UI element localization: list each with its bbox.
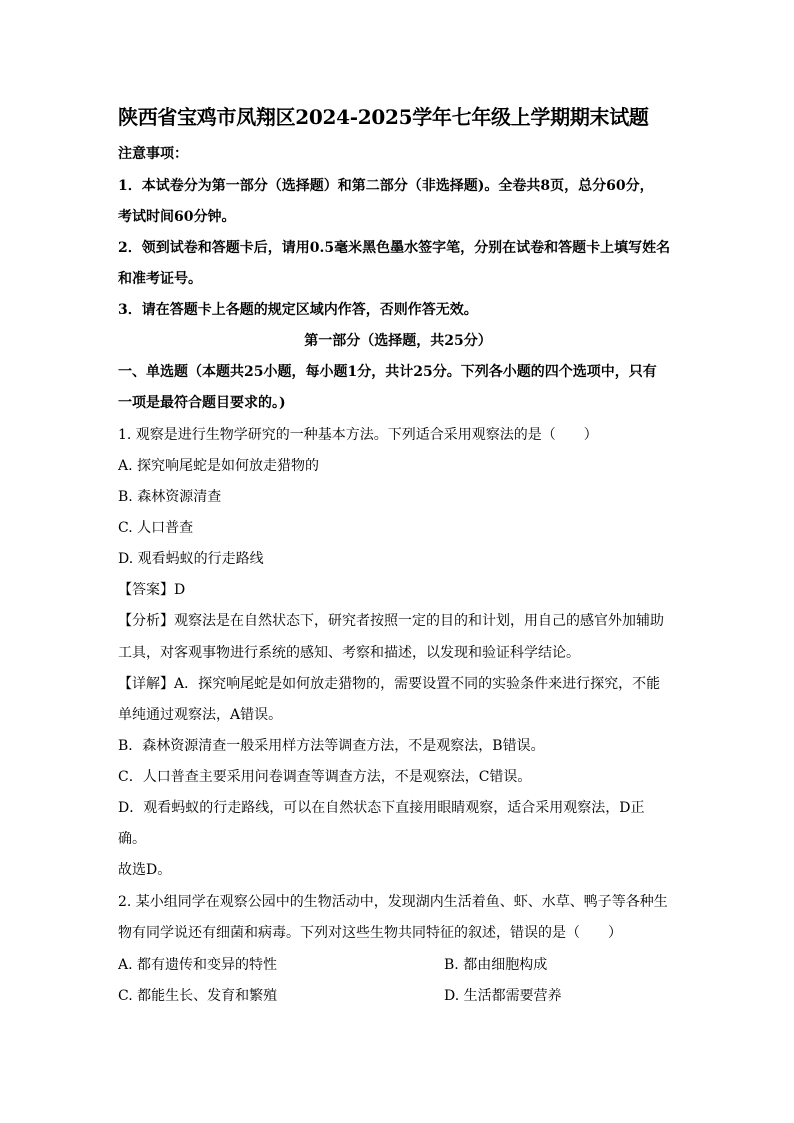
notice-item-1-line-1: 1．本试卷分为第一部分（选择题）和第二部分（非选择题)。全卷共8页，总分60分， xyxy=(118,178,654,194)
q2-stem-line-1: 2. 某小组同学在观察公园中的生物活动中，发现湖内生活着鱼、虾、水草、鸭子等各种生 xyxy=(118,894,668,910)
notice-item-3: 3．请在答题卡上各题的规定区域内作答，否则作答无效。 xyxy=(118,302,478,318)
page-title: 陕西省宝鸡市凤翔区2024-2025学年七年级上学期期末试题 xyxy=(118,105,649,129)
notice-item-2-line-1: 2．领到试卷和答题卡后，请用0.5毫米黑色墨水签字笔，分别在试卷和答题卡上填写姓名 xyxy=(118,240,671,256)
q1-stem: 1. 观察是进行生物学研究的一种基本方法。下列适合采用观察法的是（ ） xyxy=(118,427,598,443)
q1-option-d: D. 观看蚂蚁的行走路线 xyxy=(118,551,264,567)
q2-option-d: D. 生活都需要营养 xyxy=(444,988,562,1004)
q1-option-c: C. 人口普查 xyxy=(118,520,194,536)
q1-option-b: B. 森林资源清查 xyxy=(118,489,222,505)
section-heading-line-2: 一项是最符合题目要求的。) xyxy=(118,395,286,411)
section-heading-line-1: 一、单选题（本题共25小题，每小题1分，共计25分。下列各小题的四个选项中，只有 xyxy=(118,364,657,380)
q1-option-a: A. 探究响尾蛇是如何放走猎物的 xyxy=(118,458,320,474)
q1-answer: 【答案】D xyxy=(118,582,186,598)
q2-option-a: A. 都有遗传和变异的特性 xyxy=(118,957,278,973)
notice-heading: 注意事项： xyxy=(118,146,188,162)
q2-option-b: B. 都由细胞构成 xyxy=(444,957,548,973)
q1-detail-c: C．人口普查主要采用问卷调查等调查方法，不是观察法，C错误。 xyxy=(118,769,532,785)
q1-conclusion: 故选D。 xyxy=(118,862,172,878)
q1-detail-d-line-2: 确。 xyxy=(118,831,146,847)
notice-item-2-line-2: 和准考证号。 xyxy=(118,271,202,287)
q1-detail-a-line-1: 【详解】A．探究响尾蛇是如何放走猎物的，需要设置不同的实验条件来进行探究，不能 xyxy=(118,676,661,692)
q1-analysis-line-1: 【分析】观察法是在自然状态下，研究者按照一定的目的和计划，用自己的感官外加辅助 xyxy=(118,613,664,629)
q1-detail-b: B．森林资源清查一般采用样方法等调查方法，不是观察法，B错误。 xyxy=(118,738,545,754)
q1-detail-d-line-1: D．观看蚂蚁的行走路线，可以在自然状态下直接用眼睛观察，适合采用观察法，D正 xyxy=(118,800,645,816)
q1-detail-a-line-2: 单纯通过观察法，A错误。 xyxy=(118,707,283,723)
q2-stem-line-2: 物有同学说还有细菌和病毒。下列对这些生物共同特征的叙述，错误的是（ ） xyxy=(118,925,622,941)
part1-heading: 第一部分（选择题，共25分） xyxy=(304,333,492,349)
q1-analysis-line-2: 工具，对客观事物进行系统的感知、考察和描述，以发现和验证科学结论。 xyxy=(118,645,580,661)
notice-item-1-line-2: 考试时间60分钟。 xyxy=(118,209,236,225)
q2-option-c: C. 都能生长、发育和繁殖 xyxy=(118,988,278,1004)
